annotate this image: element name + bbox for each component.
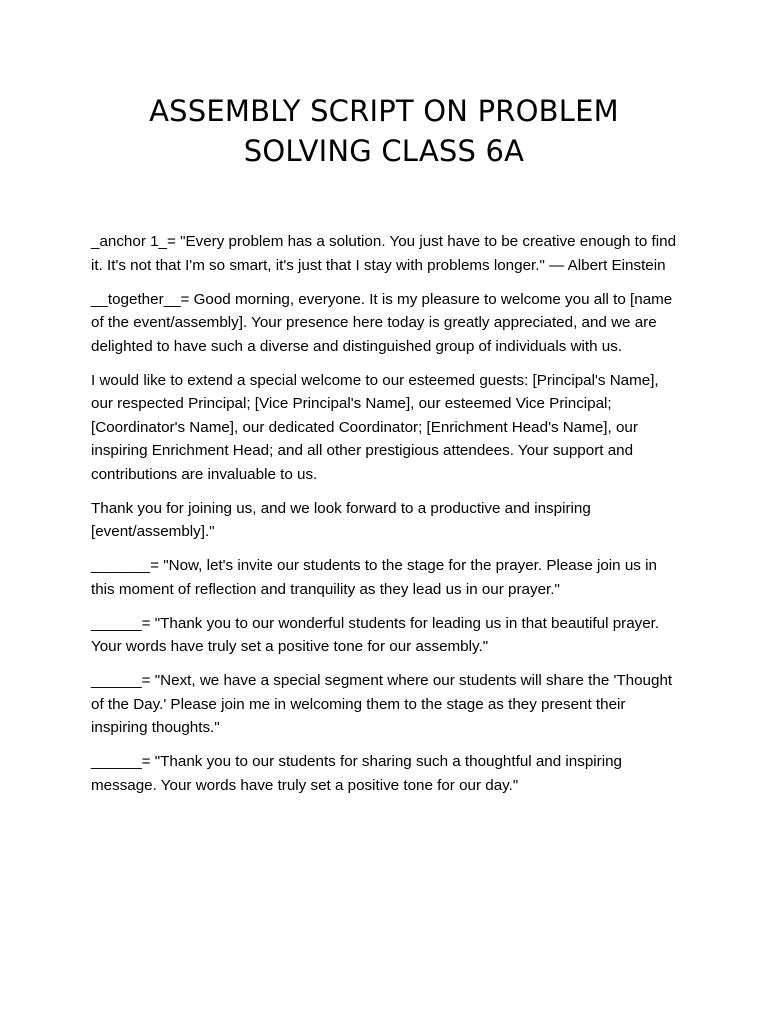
paragraph-thank-you: Thank you for joining us, and we look forward to a productive and inspiring [event/assembly]."	[91, 499, 591, 540]
paragraph-guest-welcome: I would like to extend a special welcome to our esteemed guests: [Principal's Name], our respected Principal; [Vice Principal's Name], our esteemed Vice Principal; [Coordinator's Name], our dedicated Coordinator; [Enrichment Head's Name], our inspiring Enrichment Head; and all other prestigious attendees. Your support and contributions are invaluable to us.	[91, 371, 659, 483]
paragraph-thought-of-day: ______= "Next, we have a special segment where our students will share the 'Thought of the Day.' Please join me in welcoming them to the stage as they present their inspiring thoughts."	[91, 672, 673, 736]
paragraph-prayer-invite: _______= "Now, let's invite our students to the stage for the prayer. Please join us in this moment of reflection and tranquility as they lead us in our prayer."	[91, 557, 657, 598]
document-title: ASSEMBLY SCRIPT ON PROBLEM SOLVING CLASS 6A	[149, 94, 619, 168]
paragraph-together-welcome: __together__= Good morning, everyone. It is my pleasure to welcome you all to [name of the event/assembly]. Your presence here today is greatly appreciated, and we are delighted to have such a diverse and distinguished group of individuals with us.	[91, 290, 673, 355]
document-body	[91, 230, 681, 808]
paragraph-prayer-thanks: ______= "Thank you to our wonderful students for leading us in that beautiful prayer. Your words have truly set a positive tone for our assembly."	[91, 614, 660, 655]
paragraph-anchor-quote: _anchor 1_= "Every problem has a solution. You just have to be creative enough to find it. It's not that I'm so smart, it's just that I stay with problems longer." — Albert Einstein	[91, 233, 677, 274]
paragraph-thought-thanks: ______= "Thank you to our students for sharing such a thoughtful and inspiring message. Your words have truly set a positive tone for our day."	[91, 753, 622, 794]
